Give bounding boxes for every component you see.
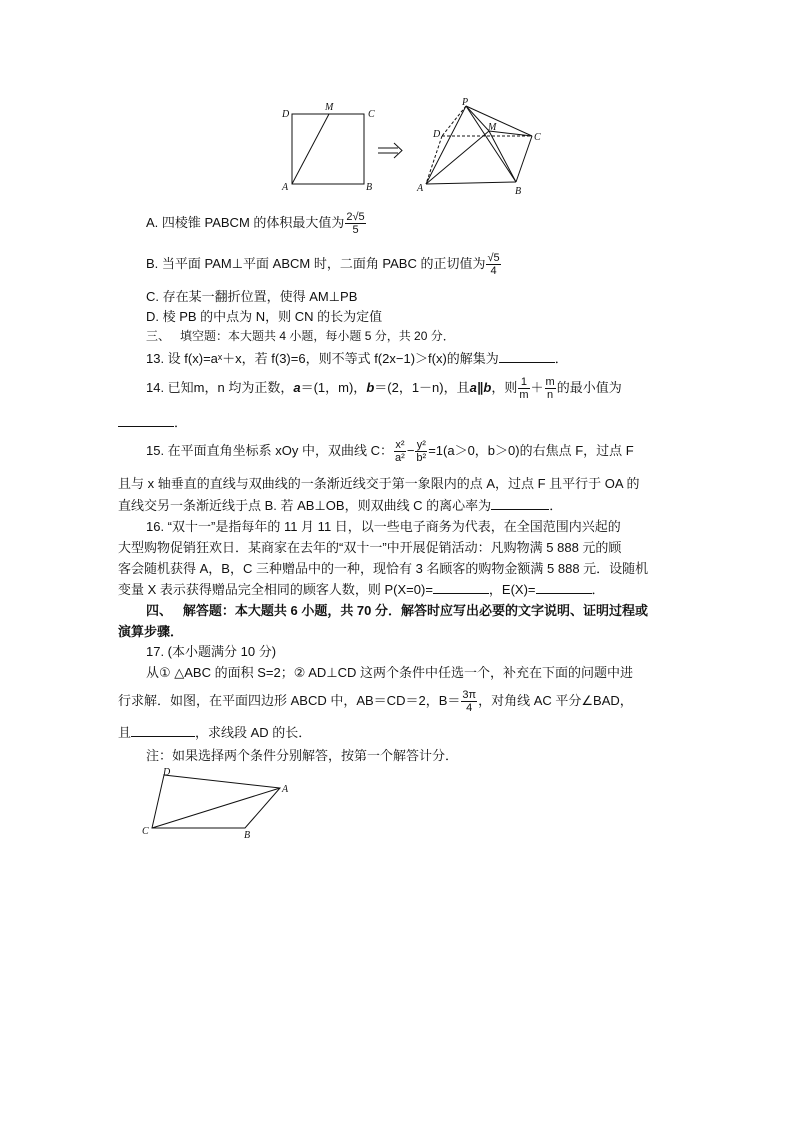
section-4-number: 四、: [146, 603, 173, 618]
figure-fold-square: [270, 96, 560, 200]
question-13: [146, 348, 568, 367]
q15-end: ．: [549, 498, 563, 513]
option-b-frac-den: 4: [490, 265, 497, 278]
question-15: [146, 434, 634, 468]
q14-frac2-num: m: [545, 376, 555, 389]
label-square-c: C: [368, 109, 375, 120]
q14-parallel-symbol: ∥: [476, 380, 484, 395]
q14-vector-b: b: [366, 380, 375, 395]
q15-f1-den: a²: [395, 452, 405, 465]
label-quad-d: D: [163, 767, 171, 778]
option-a-text: A. 四棱锥 PABCM 的体积最大值为: [146, 215, 345, 230]
q13-text: 13. 设 f(x)=aˣ＋x，若 f(3)=6，则不等式 f(2x−1)＞f(x)的解集为: [146, 351, 499, 366]
label-quad-c: C: [142, 826, 149, 837]
quadrilateral-shape: [152, 775, 280, 828]
q15-f2-den: b²: [416, 452, 427, 465]
q17-line1: 从① △ABC 的面积 S=2；② AD⊥CD 这两个条件中任选一个，补充在下面的问题中进: [146, 665, 634, 680]
q17-line3b: ，求线段 AD 的长．: [195, 725, 312, 740]
label-quad-b: B: [244, 830, 251, 841]
label-square-b: B: [366, 182, 373, 193]
label-square-m: M: [325, 102, 334, 113]
q15-f2-num: y²: [416, 439, 426, 452]
option-d: D. 棱 PB 的中点为 N，则 CN 的长为定值: [146, 309, 383, 324]
q14-end: ．: [174, 415, 188, 430]
section-3-number: 三、: [146, 329, 171, 343]
q14-part5: 的最小值为: [556, 380, 622, 395]
section-4-line1: 解答题：本大题共 6 小题，共 70 分．解答时应写出必要的文字说明、证明过程或: [182, 603, 648, 618]
right-arrow-icon: [378, 143, 402, 158]
square-figure: [292, 114, 364, 184]
q15-line1b: =1(a＞0，b＞0)的右焦点 F，过点 F: [428, 443, 634, 458]
q14-answer-blank: [118, 414, 174, 427]
option-c: C. 存在某一翻折位置，使得 AM⊥PB: [146, 289, 358, 304]
label-square-a: A: [282, 182, 289, 193]
q13-end: ．: [554, 351, 568, 366]
q16-ex-blank: [536, 581, 592, 594]
q13-answer-blank: [499, 350, 555, 363]
option-a-frac-den: 5: [352, 224, 359, 237]
question-14: [146, 370, 622, 406]
q14-part1: 14. 已知m，n 均为正数，: [146, 380, 294, 395]
option-a-fraction: [345, 211, 365, 236]
question-15-line3: [118, 495, 562, 514]
question-17-line3: [118, 722, 311, 741]
q14-frac1-den: m: [519, 389, 529, 402]
label-pyramid-d: D: [433, 129, 441, 140]
label-pyramid-c: C: [534, 132, 541, 143]
q16-line2: 大型购物促销狂欢日．某商家在去年的“双十一”中开展促销活动：凡购物满 5 888 元的顾: [118, 540, 622, 555]
q17-line2b: ，对角线 AC 平分∠BAD，: [478, 693, 633, 708]
question-14-line2: [118, 412, 187, 431]
section-4-line2: 演算步骤．: [118, 624, 184, 639]
q15-line1a: 15. 在平面直角坐标系 xOy 中，双曲线 C：: [146, 443, 394, 458]
q16-line3: 客会随机获得 A，B，C 三种赠品中的一种，现恰有 3 名顾客的购物金额满 5 888 元．设随机: [118, 561, 649, 576]
q17-line3a: 且: [118, 725, 132, 740]
q14-fraction-1: [518, 376, 529, 401]
q14-plus: ＋: [530, 380, 544, 395]
label-quad-a: A: [282, 784, 289, 795]
option-b-fraction: [486, 252, 500, 277]
q14-frac1-num: 1: [518, 376, 529, 389]
figure-quadrilateral: [138, 764, 298, 842]
q17-fraction: [461, 689, 477, 714]
label-pyramid-a: A: [417, 183, 424, 194]
q15-minus: −: [406, 443, 415, 458]
q17-note: 注：如果选择两个条件分别解答，按第一个解答计分．: [146, 748, 459, 763]
q14-part2: ＝(1，m)，: [300, 380, 367, 395]
label-square-d: D: [282, 109, 290, 120]
section-3-title: 填空题：本大题共 4 小题，每小题 5 分，共 20 分．: [180, 329, 455, 343]
q15-f1-num: x²: [395, 439, 405, 452]
q15-answer-blank: [491, 497, 549, 510]
q14-parallel-a: a: [469, 380, 477, 395]
option-a: [146, 208, 367, 238]
q14-part4: ，则: [491, 380, 518, 395]
q16-end: ．: [591, 582, 605, 597]
option-b-frac-num: √5: [487, 252, 500, 265]
question-16-line4: [118, 579, 605, 598]
q16-line4b: ，E(X)=: [488, 582, 536, 597]
q17-condition-blank: [131, 724, 195, 737]
q15-fraction-y: [415, 439, 427, 464]
q14-parallel-b: b: [483, 380, 492, 395]
q14-frac2-den: n: [547, 389, 554, 402]
section-4-heading: [146, 600, 648, 619]
q14-fraction-2: [545, 376, 556, 401]
q17-frac-den: 4: [466, 702, 473, 715]
q16-line4a: 变量 X 表示获得赠品完全相同的顾客人数，则 P(X=0)=: [118, 582, 433, 597]
q14-vector-a: a: [293, 380, 301, 395]
pyramid-figure: [426, 106, 532, 184]
label-pyramid-p: P: [462, 97, 469, 108]
label-pyramid-m: M: [488, 122, 497, 133]
q15-line3: 直线交另一条渐近线于点 B. 若 AB⊥OB，则双曲线 C 的离心率为: [118, 498, 492, 513]
q17-line2a: 行求解．如图，在平面四边形 ABCD 中，AB＝CD＝2，B＝: [118, 693, 461, 708]
option-a-frac-num: 2√5: [346, 211, 365, 224]
q17-header: 17. (本小题满分 10 分): [146, 644, 277, 659]
q16-px0-blank: [433, 581, 489, 594]
q14-part3: ＝(2，1－n)，且: [374, 380, 470, 395]
section-3-heading: [146, 327, 455, 344]
q15-fraction-x: [394, 439, 406, 464]
question-17-line2: [118, 684, 633, 718]
q17-frac-num: 3π: [462, 689, 477, 702]
option-b-text: B. 当平面 PAM⊥平面 ABCM 时，二面角 PABC 的正切值为: [146, 256, 486, 271]
label-pyramid-b: B: [515, 186, 522, 197]
q15-line2: 且与 x 轴垂直的直线与双曲线的一条渐近线交于第一象限内的点 A，过点 F 且平行于 OA 的: [118, 476, 640, 491]
option-b: [146, 249, 502, 279]
q16-line1: 16. “双十一”是指每年的 11 月 11 日，以一些电子商务为代表，在全国范围内兴起的: [146, 519, 621, 534]
